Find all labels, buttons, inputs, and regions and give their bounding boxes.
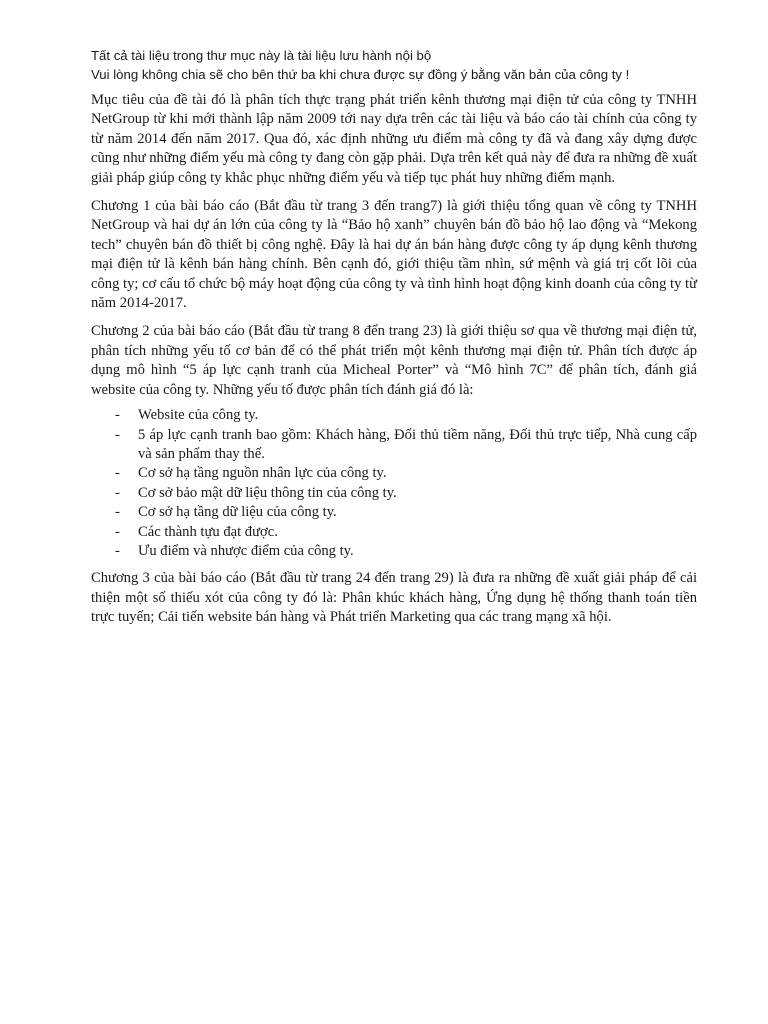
chapter-3-paragraph: Chương 3 của bài báo cáo (Bắt đầu từ trang 24 đến trang 29) là đưa ra những đề xuất giải pháp để cải thiện một số thiếu xót của công ty đó là: Phân khúc khách hàng, Ứng dụng hệ thống thanh toán tiền trực tuyến; Cải tiến website bán hàng và Phát triển Marketing qua các trang mạng xã hội. (91, 570, 697, 626)
bullet-dash: - (115, 465, 120, 482)
bullet-dash: - (115, 426, 120, 443)
list-item-text: Website của công ty. (138, 407, 259, 424)
list-item-text: 5 áp lực cạnh tranh bao gồm: Khách hàng, Đối thủ tiềm năng, Đối thủ trực tiếp, Nhà cung cấp và sản phẩm thay thế. (138, 426, 697, 462)
list-item (91, 464, 697, 483)
list-item-text: Cơ sở hạ tầng dữ liệu của công ty. (138, 504, 337, 521)
list-item-text: Các thành tựu đạt được. (138, 523, 278, 540)
analysis-factors-list (91, 406, 697, 561)
intro-paragraph: Mục tiêu của đề tài đó là phân tích thực trạng phát triển kênh thương mại điện tử của công ty TNHH NetGroup từ khi mới thành lập năm 2009 tới nay dựa trên các tài liệu và báo cáo tài chính của công ty từ năm 2014 đến năm 2017. Qua đó, xác định những ưu điểm mà công ty đã và đang xây dựng được cũng như những điểm yếu mà công ty đang còn gặp phải. Dựa trên kết quả này để đưa ra những đề xuất giải pháp giúp công ty khắc phục những điểm yếu và tiếp tục phát huy những điểm mạnh. (91, 92, 697, 186)
bullet-dash: - (115, 407, 120, 424)
bullet-dash: - (115, 484, 120, 501)
list-item-text: Cơ sở bảo mật dữ liệu thông tin của công ty. (138, 484, 397, 501)
chapter-2-paragraph: Chương 2 của bài báo cáo (Bắt đầu từ trang 8 đến trang 23) là giới thiệu sơ qua về thương mại điện tử, phân tích những yếu tố cơ bản để có thể phát triển một kênh thương mại điện tử. Phân tích được áp dụng mô hình “5 áp lực cạnh tranh của Micheal Porter” và “Mô hình 7C” để phân tích, đánh giá website của công ty. Những yếu tố được phân tích đánh giá đó là: (91, 323, 697, 398)
list-item (91, 503, 697, 522)
list-item (91, 523, 697, 542)
list-item-text: Cơ sở hạ tầng nguồn nhân lực của công ty. (138, 465, 387, 482)
bullet-dash: - (115, 542, 120, 559)
list-item (91, 484, 697, 503)
document-page (91, 46, 697, 637)
confidentiality-notice (91, 46, 697, 84)
notice-line-1: Tất cả tài liệu trong thư mục này là tài liệu lưu hành nội bộ (91, 48, 432, 63)
chapter-1-paragraph: Chương 1 của bài báo cáo (Bắt đầu từ trang 3 đến trang7) là giới thiệu tổng quan về công ty TNHH NetGroup và hai dự án lớn của công ty là “Bảo hộ xanh” chuyên bán đồ bảo hộ lao động và “Mekong tech” chuyên bán đồ thiết bị công nghệ. Đây là hai dự án bán hàng được công ty áp dụng kênh thương mại điện tử là kênh bán hàng chính. Bên cạnh đó, giới thiệu tầm nhìn, sứ mệnh và giá trị cốt lõi của công ty; cơ cấu tổ chức bộ máy hoạt động của công ty và tình hình hoạt động kinh doanh của công ty từ năm 2014-2017. (91, 198, 697, 312)
list-item (91, 542, 697, 561)
list-item (91, 426, 697, 465)
bullet-dash: - (115, 504, 120, 521)
list-item-text: Ưu điểm và nhược điểm của công ty. (138, 542, 354, 559)
list-item (91, 406, 697, 425)
notice-line-2: Vui lòng không chia sẽ cho bên thứ ba khi chưa được sự đồng ý bằng văn bản của công ty ! (91, 67, 630, 82)
bullet-dash: - (115, 523, 120, 540)
